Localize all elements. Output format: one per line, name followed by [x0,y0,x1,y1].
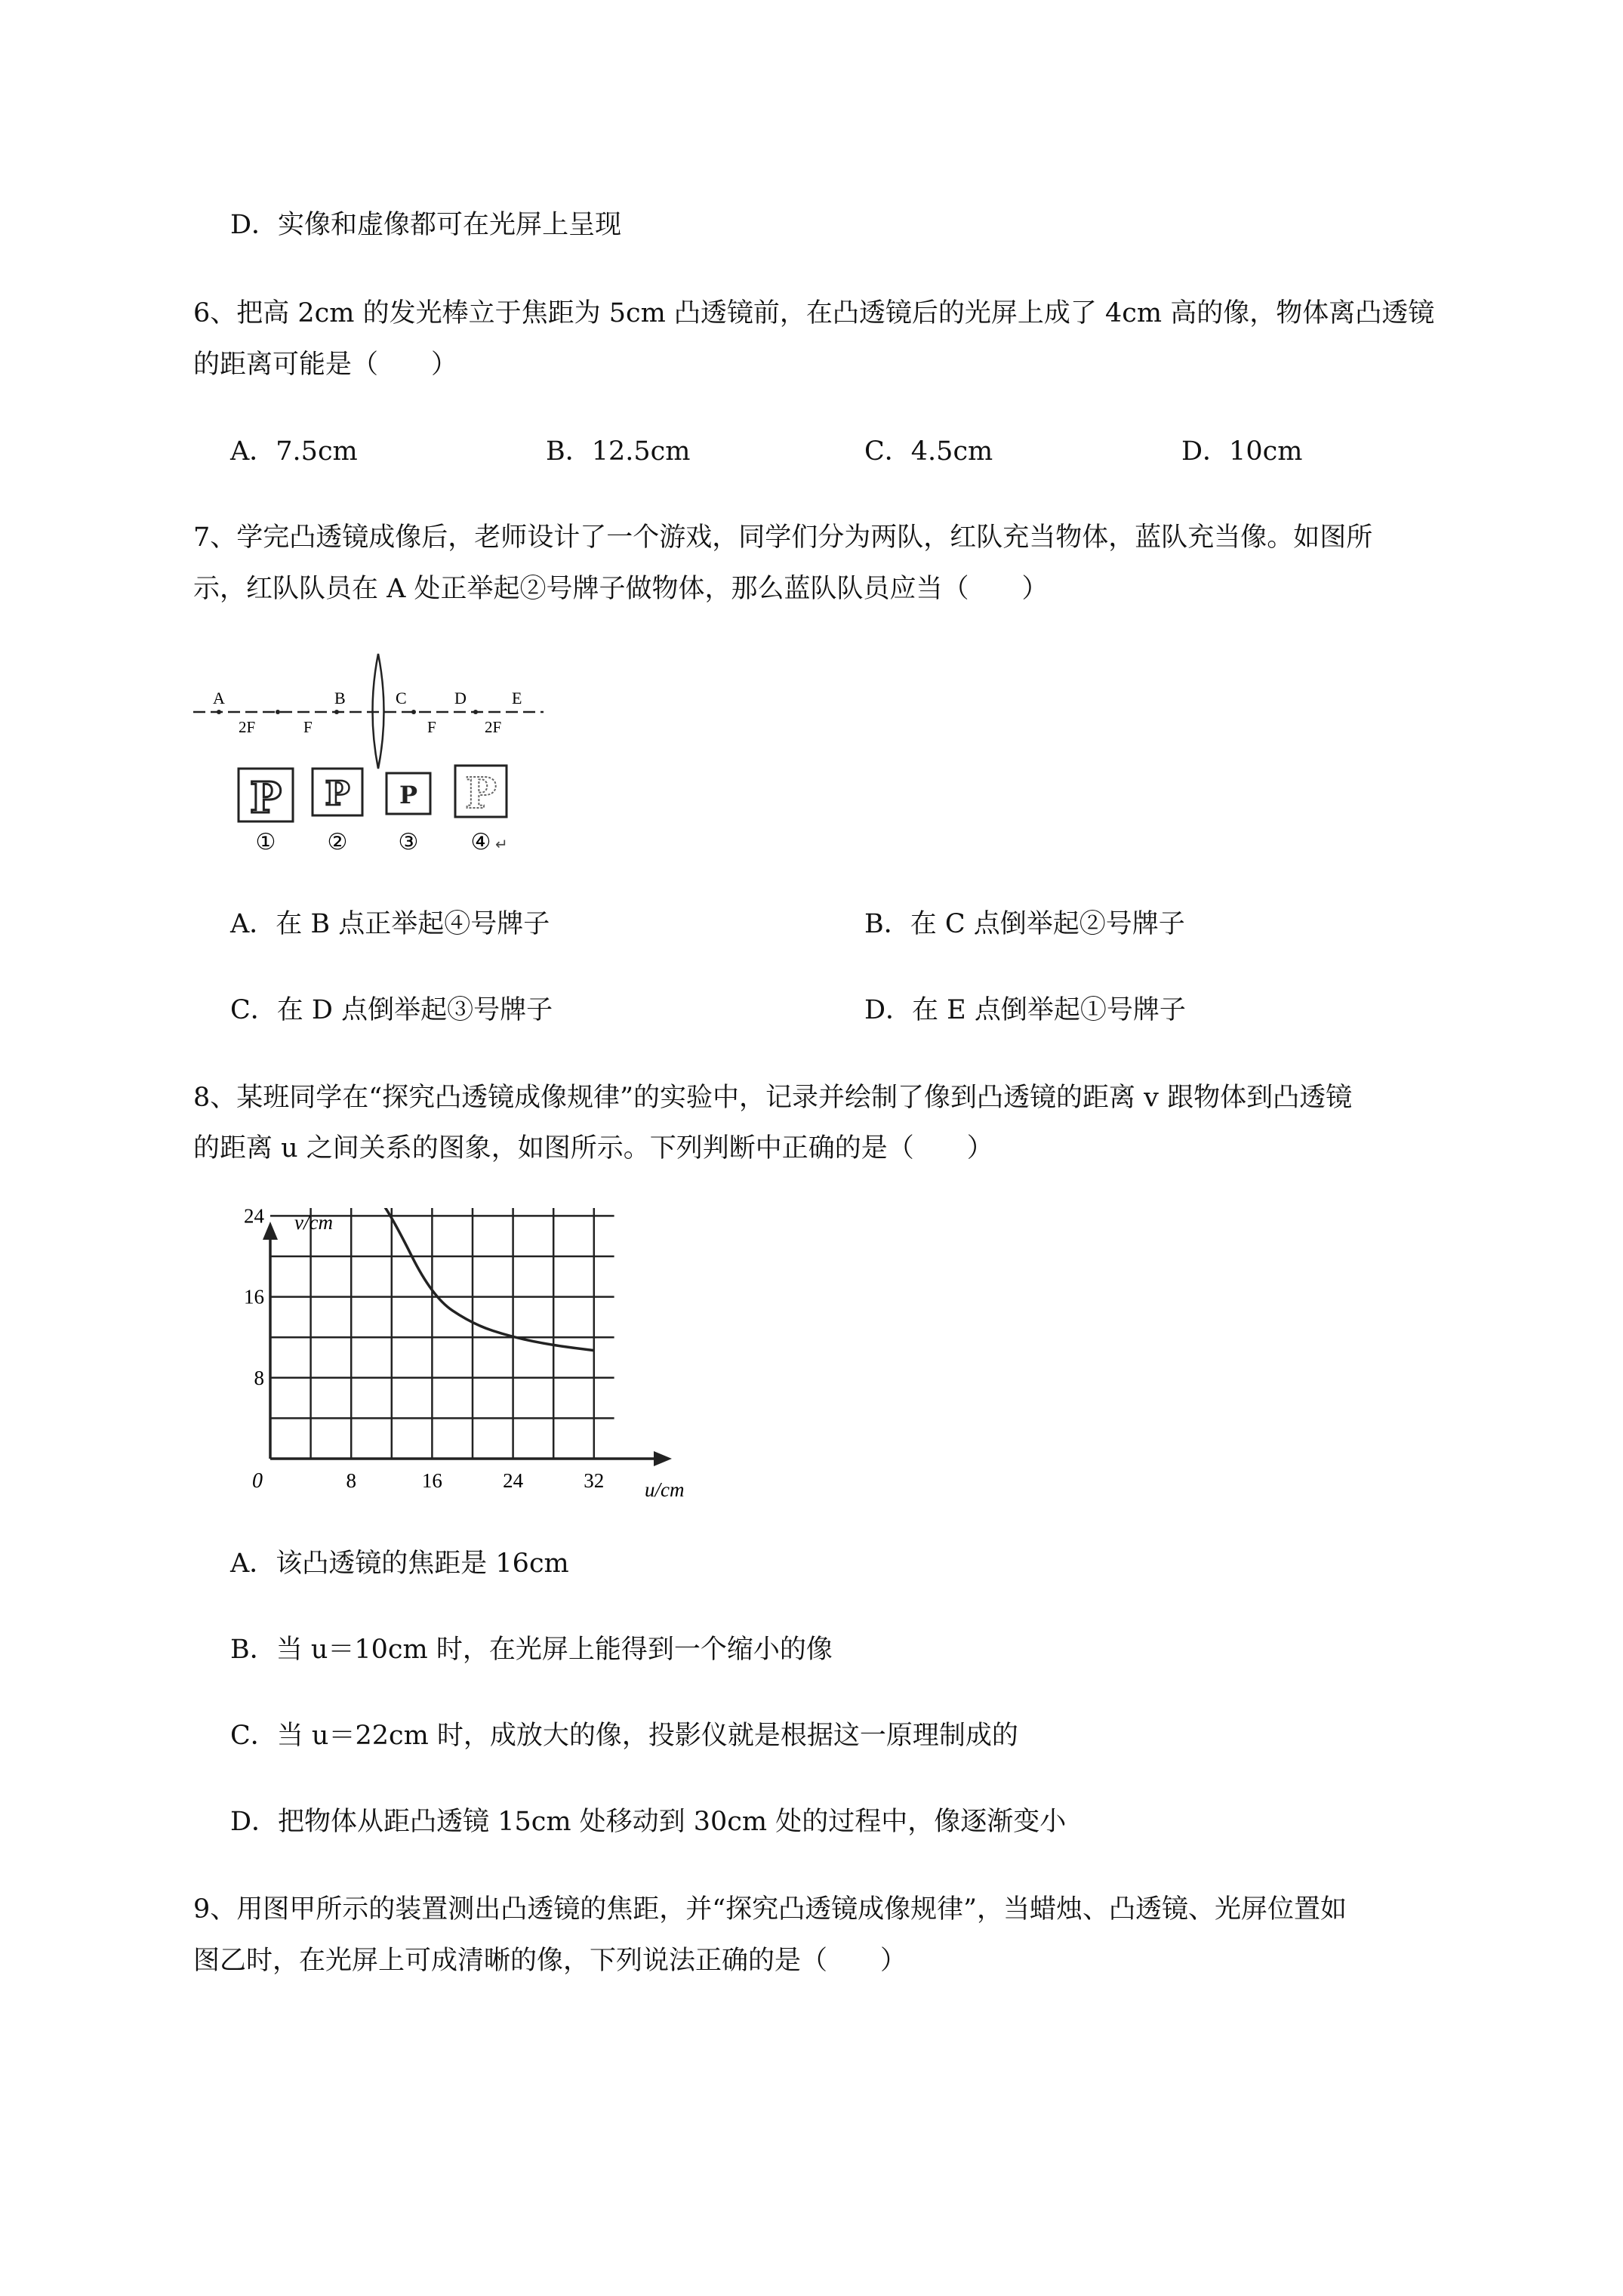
x-tick-label: 16 [421,1469,442,1492]
q7-option-d: D．在 E 点倒举起①号牌子 [864,995,1186,1025]
y-axis-label: v/cm [294,1211,333,1234]
q8-stem-line2: 的距离 u 之间关系的图象，如图所示。下列判断中正确的是（ ） [193,1133,993,1163]
q8-option-c: C．当 u＝22cm 时，成放大的像，投影仪就是根据这一原理制成的 [230,1721,1018,1751]
q6-option-b: B．12.5cm [546,436,691,467]
q9-stem-line2: 图乙时，在光屏上可成清晰的像，下列说法正确的是（ ） [193,1946,907,1976]
focus-label-2f-left: 2F [239,718,256,736]
focus-label-f-left: F [303,718,313,736]
point-label-d: D [454,689,467,707]
y-tick-label: 16 [244,1285,264,1308]
card-number-1: ① [255,829,276,855]
card-4-letter: P [464,769,497,818]
q6-stem-line2: 的距离可能是（ ） [193,350,458,380]
q8-option-d: D．把物体从距凸透镜 15cm 处移动到 30cm 处的过程中，像逐渐变小 [230,1807,1067,1837]
q9-stem-line1: 9、用图甲所示的装置测出凸透镜的焦距，并“探究凸透镜成像规律”，当蜡烛、凸透镜、光屏位置如 [193,1894,1347,1925]
card-number-4: ④ [470,829,491,855]
point-label-a: A [213,689,225,707]
q7-option-b: B．在 C 点倒举起②号牌子 [864,909,1185,939]
card-1-letter: P [249,773,282,823]
point-label-b: B [334,689,346,707]
point-label-c: C [396,689,407,707]
q7-stem-line1: 7、学完凸透镜成像后，老师设计了一个游戏，同学们分为两队，红队充当物体，蓝队充当像。如图所 [193,522,1373,553]
focus-label-2f-right: 2F [485,718,502,736]
x-tick-label: 32 [584,1469,605,1492]
card-2-letter: P [325,775,350,813]
q6-option-d: D．10cm [1181,436,1303,467]
q6-option-a: A．7.5cm [230,436,358,467]
q8-v-u-chart [240,1208,702,1514]
point-label-e: E [512,689,522,707]
card-number-3: ③ [398,829,419,855]
q7-lens-figure [189,642,551,861]
focus-label-f-right: F [427,718,436,736]
q5-option-d: D．实像和虚像都可在光屏上呈现 [230,210,622,240]
card-number-2: ② [327,829,348,855]
q8-option-b: B．当 u＝10cm 时，在光屏上能得到一个缩小的像 [230,1635,833,1665]
x-axis-label: u/cm [645,1478,685,1501]
q8-stem-line1: 8、某班同学在“探究凸透镜成像规律”的实验中，记录并绘制了像到凸透镜的距离 v 跟物体到凸透镜 [193,1083,1353,1113]
q6-stem-line1: 6、把高 2cm 的发光棒立于焦距为 5cm 凸透镜前，在凸透镜后的光屏上成了 4cm 高的像，物体离凸透镜 [193,298,1435,328]
q6-option-c: C．4.5cm [864,436,993,467]
x-tick-label: 24 [503,1469,524,1492]
return-mark: ↵ [495,835,508,853]
card-3-letter: P [399,781,418,809]
q7-option-c: C．在 D 点倒举起③号牌子 [230,995,553,1025]
origin-label: 0 [252,1469,263,1493]
q8-option-a: A．该凸透镜的焦距是 16cm [230,1549,569,1579]
x-tick-label: 8 [346,1469,356,1492]
q7-stem-line2: 示，红队队员在 A 处正举起②号牌子做物体，那么蓝队队员应当（ ） [193,574,1049,604]
y-tick-label: 24 [244,1208,264,1228]
q7-option-a: A．在 B 点正举起④号牌子 [230,909,550,939]
y-tick-label: 8 [254,1366,264,1389]
